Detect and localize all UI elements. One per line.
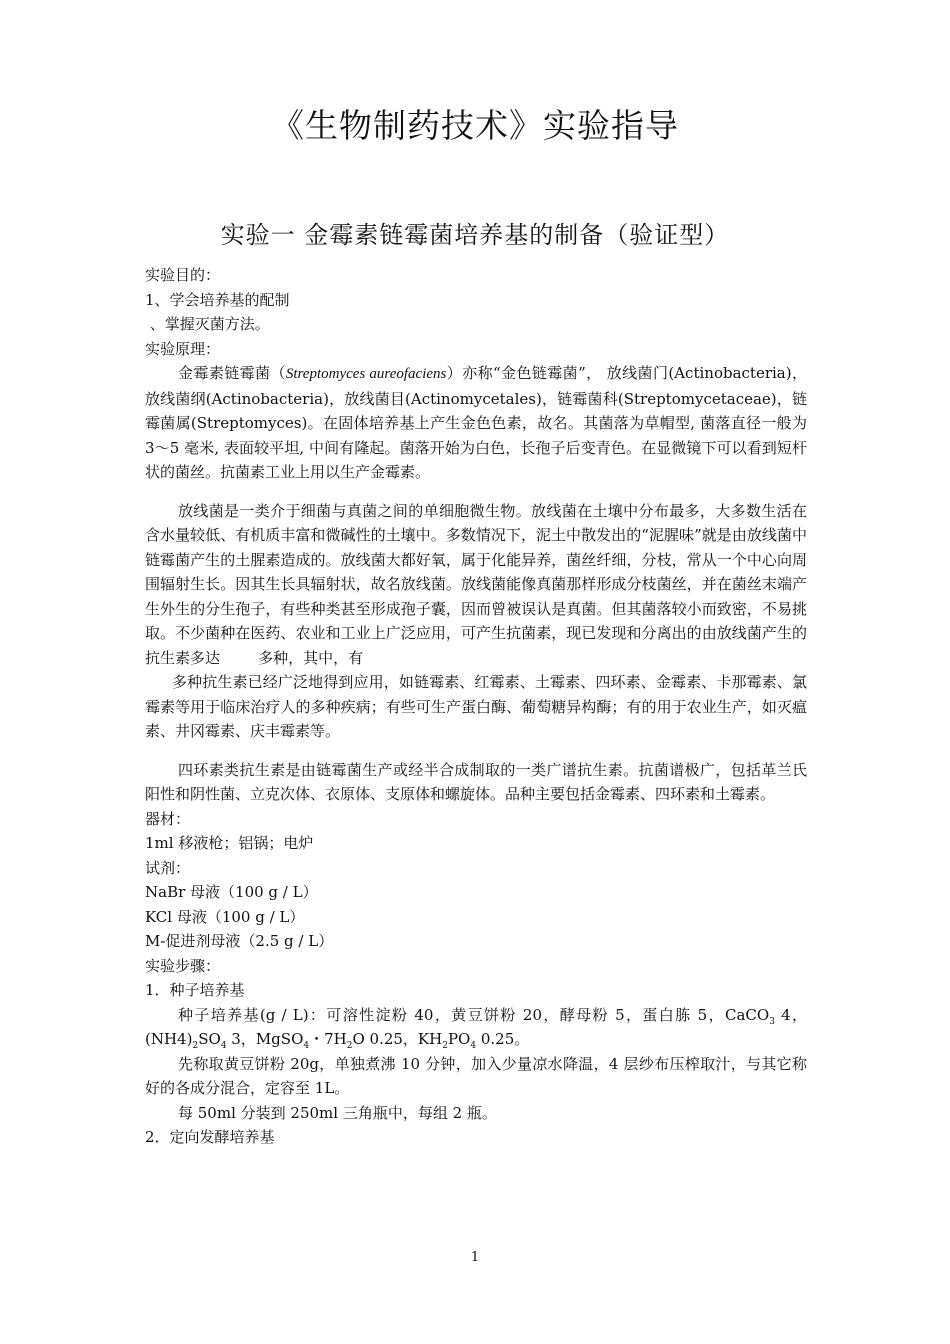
seed-medium-preparation: 先称取黄豆饼粉 20g，单独煮沸 10 分钟，加入少量凉水降温，4 层纱布压榨取汁，与其它称好的各成分混合，定容至 1L。 [145, 1054, 807, 1097]
principle-paragraph-1 [145, 361, 807, 485]
step-2-title: 2．定向发酵培养基 [145, 1128, 275, 1146]
purpose-heading: 实验目的： [145, 266, 221, 284]
principle-p1-post: ）亦称“金色链霉菌”， 放线菌门(Actinobacteria)， 放线菌纲(Actinobacteria)，放线菌目(Actinomycetales)，链霉菌科(Streptomycetaceae)，链霉菌属(Streptomyces)。在固体培养基上产生金色色素，故名。其菌落为草帽型, 菌落直径一般为 3～5 毫米, 表面较平坦, 中间有隆起。菌落开始为白色，长孢子后变青色。在显微镜下可以看到短杆状的菌丝。抗菌素工业上用以生产金霉素。 [145, 364, 807, 481]
seed-medium-formula: 种子培养基(g / L)：可溶性淀粉 40，黄豆饼粉 20，酵母粉 5，蛋白胨 5，CaCO$_3$ 4，$(NH4)_2SO_4$ 3，MgSO$_4$・$7H_2O$ 0.25，$KH_2PO_4$ 0.25。 [145, 1005, 808, 1051]
purpose-item-1: 1、学会培养基的配制 [145, 290, 290, 309]
principle-paragraph-2-cont [145, 670, 807, 744]
document-title: 《生物制药技术》实验指导 [271, 106, 679, 145]
principle-p1-pre: 金霉素链霉菌（ [178, 364, 286, 382]
principle-p2-a: 放线菌是一类介于细菌与真菌之间的单细胞微生物。放线菌在土壤中分布最多，大多数生活在含水量较低、有机质丰富和微碱性的土壤中。多数情况下，泥土中散发出的“泥腥味”就是由放线菌中链霉菌产生的土腥素造成的。放线菌大都好氧，属于化能异养，菌丝纤细，分枝，常从一个中心向周围辐射生长。因其生长具辐射状，故名放线菌。放线菌能像真菌那样形成分枝菌丝，并在菌丝末端产生外生的分生孢子，有些种类甚至形成孢子囊，因而曾被误认是真菌。但其菌落较小而致密，不易挑取。不少菌种在医药、农业和工业上广泛应用，可产生抗菌素，现已发现和分离出的由放线菌产生的抗生素多达 多种，其中，有 [145, 501, 807, 667]
equipment-list: 1ml 移液枪；铝锅；电炉 [145, 834, 314, 852]
principle-paragraph-2 [145, 499, 807, 671]
species-name: Streptomyces aureofaciens [285, 366, 447, 382]
seed-medium-dispense: 每 50ml 分装到 250ml 三角瓶中，每组 2 瓶。 [178, 1103, 497, 1122]
step-1-title: 1．种子培养基 [145, 981, 245, 999]
steps-heading: 实验步骤： [145, 956, 221, 975]
experiment-title: 实验一 金霉素链霉菌培养基的制备（验证型） [220, 221, 730, 249]
purpose-item-2: 、掌握灭菌方法。 [145, 315, 270, 333]
principle-p2-b: 多种抗生素已经广泛地得到应用，如链霉素、红霉素、土霉素、四环素、金霉素、卡那霉素、氯霉素等用于临床治疗人的多种疾病；有些可生产蛋白酶、葡萄糖异构酶；有的用于农业生产，如灭瘟素、井冈霉素、庆丰霉素等。 [145, 673, 807, 740]
document-body [145, 263, 807, 1150]
page-number: 1 [470, 1250, 480, 1265]
reagent-item-1: NaBr 母液（100 g / L） [145, 883, 318, 901]
principle-paragraph-3: 四环素类抗生素是由链霉菌生产或经半合成制取的一类广谱抗生素。抗菌谱极广，包括革兰氏阳性和阴性菌、立克次体、衣原体、支原体和螺旋体。品种主要包括金霉素、四环素和土霉素。 [145, 760, 807, 803]
reagents-heading: 试剂： [145, 858, 191, 877]
equipment-heading: 器材： [145, 809, 191, 828]
reagent-item-2: KCl 母液（100 g / L） [145, 907, 305, 926]
principle-heading: 实验原理： [145, 339, 221, 358]
reagent-item-3: M-促进剂母液（2.5 g / L） [145, 932, 334, 950]
